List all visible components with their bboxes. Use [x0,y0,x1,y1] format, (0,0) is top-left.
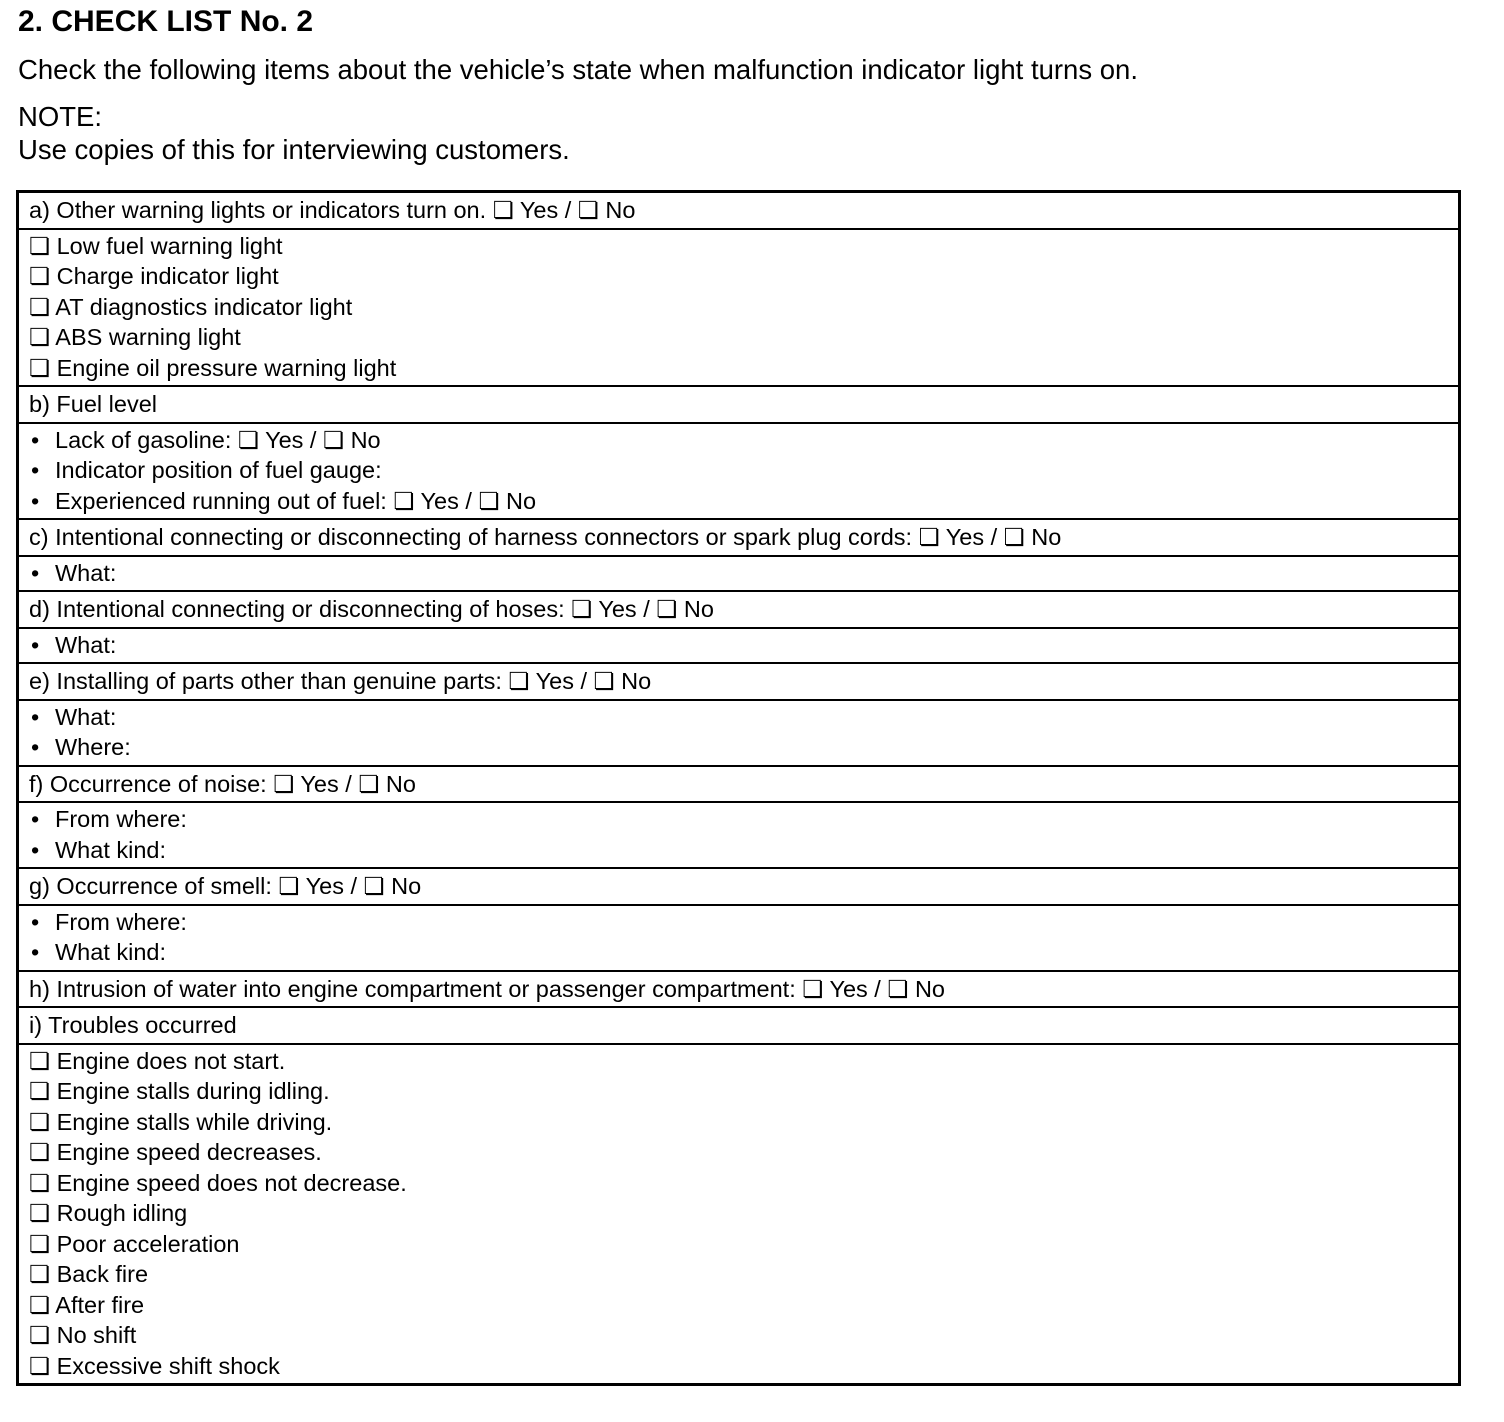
bullet-icon: • [31,703,40,730]
list-item [29,907,1458,938]
row-f-items [19,803,1458,869]
list-item-text: Experienced running out of fuel: ❏ Yes / ❏ No [55,487,537,514]
bullet-icon: • [31,939,40,965]
row-i-items [19,1045,1458,1384]
row-d-header: d) Intentional connecting or disconnecting of hoses: ❏ Yes / ❏ No [19,592,1458,629]
list-item [29,732,1458,763]
row-a-header: a) Other warning lights or indicators turn on. ❏ Yes / ❏ No [19,193,1458,230]
list-item [29,835,1458,866]
list-item-text: From where: [55,806,187,832]
list-item-text: Where: [55,734,131,760]
row-e-items [19,701,1458,767]
list-item-text: What: [55,631,117,658]
row-a-items [19,230,1458,388]
row-c-header: c) Intentional connecting or disconnecting of harness connectors or spark plug cords: ❏ Yes / ❏ No [19,520,1458,557]
checklist-item: ❏ Poor acceleration [29,1230,240,1257]
row-d-items [19,629,1458,665]
checklist-item: ❏ Rough idling [29,1200,188,1226]
checklist-item: ❏ AT diagnostics indicator light [29,293,353,320]
row-h-header: h) Intrusion of water into engine compartment or passenger compartment: ❏ Yes / ❏ No [19,972,1458,1009]
bullet-icon: • [31,836,40,863]
checklist-item: ❏ Back fire [29,1261,149,1287]
row-g-header: g) Occurrence of smell: ❏ Yes / ❏ No [19,869,1458,906]
intro-text: Check the following items about the vehicle’s state when malfunction indicator light turns on. [18,54,1138,85]
checklist-item: ❏ ABS warning light [29,324,241,350]
bullet-icon: • [31,734,40,760]
row-c-items [19,557,1458,593]
bullet-icon: • [31,631,40,658]
checklist-item: ❏ No shift [29,1322,137,1348]
list-item-text: What: [55,703,117,730]
checklist-item: ❏ Engine oil pressure warning light [29,354,397,381]
note-label: NOTE: [18,101,103,132]
bullet-icon: • [31,559,40,586]
list-item-text: Indicator position of fuel gauge: [55,457,382,483]
bullet-icon: • [31,457,40,483]
list-item [29,630,1458,661]
checklist-item: ❏ Excessive shift shock [29,1352,280,1379]
list-item-text: What: [55,559,117,586]
checklist-item: ❏ Charge indicator light [29,263,279,289]
page-title: 2. CHECK LIST No. 2 [18,5,314,38]
row-f-header: f) Occurrence of noise: ❏ Yes / ❏ No [19,767,1458,804]
checklist-item: ❏ Engine speed does not decrease. [29,1169,407,1196]
row-i-header: i) Troubles occurred [19,1008,1458,1045]
checklist-item: ❏ After fire [29,1291,145,1318]
list-item [29,425,1458,456]
row-b-items [19,424,1458,521]
note-block [18,100,570,166]
list-item [29,804,1458,835]
note-text: Use copies of this for interviewing customers. [18,134,570,165]
list-item-text: From where: [55,908,187,935]
list-item [29,455,1458,486]
checklist-item: ❏ Engine speed decreases. [29,1139,322,1165]
list-item-text: Lack of gasoline: ❏ Yes / ❏ No [55,426,381,453]
list-item-text: What kind: [55,836,167,863]
checklist-item: ❏ Engine stalls while driving. [29,1108,333,1135]
row-b-header: b) Fuel level [19,387,1458,424]
list-item [29,937,1458,968]
row-g-items [19,906,1458,972]
list-item [29,702,1458,733]
bullet-icon: • [31,908,40,935]
checklist-item: ❏ Low fuel warning light [29,232,283,259]
row-e-header: e) Installing of parts other than genuine parts: ❏ Yes / ❏ No [19,664,1458,701]
checklist-item: ❏ Engine does not start. [29,1047,286,1074]
bullet-icon: • [31,426,40,453]
checklist-table [16,190,1461,1386]
bullet-icon: • [31,487,40,514]
list-item-text: What kind: [55,939,167,965]
list-item [29,486,1458,517]
checklist-item: ❏ Engine stalls during idling. [29,1078,330,1104]
bullet-icon: • [31,806,40,832]
list-item [29,558,1458,589]
